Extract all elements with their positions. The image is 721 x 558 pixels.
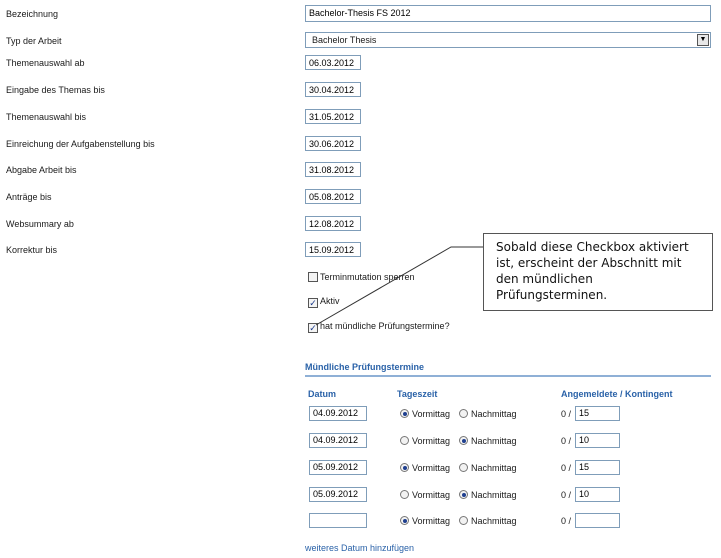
checkbox-label: hat mündliche Prüfungstermine? bbox=[320, 321, 450, 331]
einreichung-input[interactable]: 30.06.2012 bbox=[305, 136, 361, 151]
label-typ-der-arbeit: Typ der Arbeit bbox=[6, 36, 62, 46]
radio-vormittag[interactable] bbox=[400, 489, 450, 501]
korrektur-input[interactable]: 15.09.2012 bbox=[305, 242, 361, 257]
eingabe-thema-input[interactable]: 30.04.2012 bbox=[305, 82, 361, 97]
radio-vormittag[interactable] bbox=[400, 515, 450, 527]
checkmark-icon[interactable]: ✓ bbox=[309, 298, 317, 308]
websummary-input[interactable]: 12.08.2012 bbox=[305, 216, 361, 231]
label-abgabe: Abgabe Arbeit bis bbox=[6, 165, 77, 175]
radio-unselected-icon[interactable] bbox=[459, 409, 468, 418]
label-bezeichnung: Bezeichnung bbox=[6, 9, 59, 19]
abgabe-input[interactable]: 31.08.2012 bbox=[305, 162, 361, 177]
registered-count: 0 / bbox=[561, 463, 572, 473]
registered-count: 0 / bbox=[561, 409, 572, 419]
column-header-quota: Angemeldete / Kontingent bbox=[561, 389, 673, 399]
label-einreichung: Einreichung der Aufgabenstellung bis bbox=[6, 139, 155, 149]
radio-label: Nachmittag bbox=[471, 409, 517, 419]
callout-box: Sobald diese Checkbox aktiviert ist, erscheint der Abschnitt mit den mündlichen Prüfungsterminen. bbox=[483, 233, 713, 311]
radio-nachmittag[interactable] bbox=[459, 462, 517, 474]
date-input[interactable]: 05.09.2012 bbox=[309, 460, 367, 475]
radio-unselected-icon[interactable] bbox=[459, 516, 468, 525]
registered-count: 0 / bbox=[561, 436, 572, 446]
quota-input[interactable] bbox=[575, 513, 620, 528]
date-input[interactable]: 05.09.2012 bbox=[309, 487, 367, 502]
label-websummary: Websummary ab bbox=[6, 219, 74, 229]
radio-label: Vormittag bbox=[412, 436, 451, 446]
radio-label: Nachmittag bbox=[471, 463, 517, 473]
checkbox-label: Terminmutation sperren bbox=[320, 272, 415, 282]
date-input[interactable] bbox=[309, 513, 367, 528]
radio-nachmittag[interactable] bbox=[459, 515, 517, 527]
radio-label: Vormittag bbox=[412, 463, 451, 473]
radio-nachmittag[interactable] bbox=[459, 408, 517, 420]
label-eingabe-thema: Eingabe des Themas bis bbox=[6, 85, 105, 95]
checkbox-label: Aktiv bbox=[320, 296, 340, 306]
radio-selected-icon[interactable] bbox=[400, 516, 409, 525]
radio-vormittag[interactable] bbox=[400, 462, 450, 474]
radio-label: Vormittag bbox=[412, 516, 451, 526]
radio-unselected-icon[interactable] bbox=[400, 490, 409, 499]
radio-vormittag[interactable] bbox=[400, 408, 450, 420]
column-header-date: Datum bbox=[308, 389, 337, 399]
themenauswahl-bis-input[interactable]: 31.05.2012 bbox=[305, 109, 361, 124]
registered-count: 0 / bbox=[561, 516, 572, 526]
bezeichnung-input[interactable]: Bachelor-Thesis FS 2012 bbox=[305, 5, 711, 22]
date-input[interactable]: 04.09.2012 bbox=[309, 406, 367, 421]
date-input[interactable]: 04.09.2012 bbox=[309, 433, 367, 448]
radio-nachmittag[interactable] bbox=[459, 435, 517, 447]
column-header-time: Tageszeit bbox=[397, 389, 438, 399]
radio-label: Nachmittag bbox=[471, 436, 517, 446]
select-value: Bachelor Thesis bbox=[312, 35, 377, 45]
section-title: Mündliche Prüfungstermine bbox=[305, 361, 711, 377]
label-korrektur: Korrektur bis bbox=[6, 245, 58, 255]
label-themenauswahl-bis: Themenauswahl bis bbox=[6, 112, 87, 122]
registered-count: 0 / bbox=[561, 490, 572, 500]
checkmark-icon[interactable]: ✓ bbox=[309, 323, 317, 333]
themenauswahl-ab-input[interactable]: 06.03.2012 bbox=[305, 55, 361, 70]
label-antraege: Anträge bis bbox=[6, 192, 52, 202]
radio-selected-icon[interactable] bbox=[459, 490, 468, 499]
radio-selected-icon[interactable] bbox=[400, 409, 409, 418]
radio-label: Nachmittag bbox=[471, 490, 517, 500]
quota-input[interactable]: 15 bbox=[575, 406, 620, 421]
chevron-down-icon[interactable]: ▼ bbox=[697, 34, 709, 46]
radio-label: Vormittag bbox=[412, 409, 451, 419]
radio-label: Vormittag bbox=[412, 490, 451, 500]
label-themenauswahl-ab: Themenauswahl ab bbox=[6, 58, 85, 68]
radio-selected-icon[interactable] bbox=[459, 436, 468, 445]
quota-input[interactable]: 10 bbox=[575, 487, 620, 502]
radio-unselected-icon[interactable] bbox=[459, 463, 468, 472]
quota-input[interactable]: 15 bbox=[575, 460, 620, 475]
quota-input[interactable]: 10 bbox=[575, 433, 620, 448]
radio-selected-icon[interactable] bbox=[400, 463, 409, 472]
add-date-link[interactable]: weiteres Datum hinzufügen bbox=[305, 543, 415, 553]
radio-label: Nachmittag bbox=[471, 516, 517, 526]
antraege-input[interactable]: 05.08.2012 bbox=[305, 189, 361, 204]
radio-nachmittag[interactable] bbox=[459, 489, 517, 501]
radio-unselected-icon[interactable] bbox=[400, 436, 409, 445]
radio-vormittag[interactable] bbox=[400, 435, 450, 447]
